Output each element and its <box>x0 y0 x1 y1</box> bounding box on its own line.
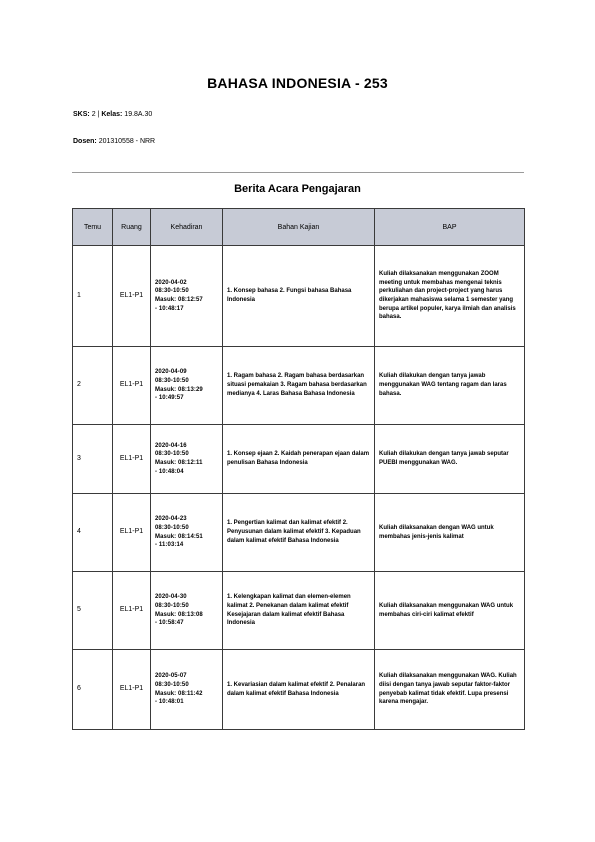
header-kehadiran: Kehadiran <box>151 209 223 246</box>
cell-kehadiran <box>151 246 223 347</box>
kelas-label: Kelas: <box>101 111 123 118</box>
kehadiran-keluar: - 10:48:04 <box>155 468 184 475</box>
kehadiran-time: 08:30-10:50 <box>155 524 189 531</box>
kehadiran-date: 2020-04-23 <box>155 516 187 523</box>
table-header-row <box>73 209 525 246</box>
cell-bap: Kuliah dilaksanakan menggunakan WAG. Kuliah diisi dengan tanya jawab seputar faktor-faktor penyebab kalimat tidak efektif. Lupa presensi karena mengajar. <box>375 650 525 730</box>
kehadiran-time: 08:30-10:50 <box>155 602 189 609</box>
kehadiran-keluar: - 10:58:47 <box>155 620 184 627</box>
cell-kehadiran <box>151 347 223 425</box>
cell-kehadiran <box>151 425 223 494</box>
table-row <box>73 494 525 572</box>
kehadiran-keluar: - 10:49:57 <box>155 395 184 402</box>
kehadiran-masuk: Masuk: 08:14:51 <box>155 533 203 540</box>
cell-ruang: EL1-P1 <box>113 425 151 494</box>
cell-temu: 4 <box>73 494 113 572</box>
header-bahan-kajian: Bahan Kajian <box>223 209 375 246</box>
cell-bahan-kajian: 1. Pengertian kalimat dan kalimat efektif 2. Penyusunan dalam kalimat efektif 3. Kepaduan dalam kalimat efektif Bahasa Indonesia <box>223 494 375 572</box>
cell-temu: 5 <box>73 572 113 650</box>
cell-bap: Kuliah dilaksanakan dengan WAG untuk membahas jenis-jenis kalimat <box>375 494 525 572</box>
header-temu: Temu <box>73 209 113 246</box>
cell-ruang: EL1-P1 <box>113 494 151 572</box>
kehadiran-time: 08:30-10:50 <box>155 451 189 458</box>
kehadiran-masuk: Masuk: 08:11:42 <box>155 690 203 697</box>
kehadiran-date: 2020-04-30 <box>155 594 187 601</box>
course-meta-dosen <box>73 138 155 145</box>
kehadiran-time: 08:30-10:50 <box>155 377 189 384</box>
table-row <box>73 246 525 347</box>
cell-bahan-kajian: 1. Konsep bahasa 2. Fungsi bahasa Bahasa Indonesia <box>223 246 375 347</box>
cell-temu: 3 <box>73 425 113 494</box>
cell-kehadiran <box>151 572 223 650</box>
cell-ruang: EL1-P1 <box>113 246 151 347</box>
dosen-label: Dosen: <box>73 138 97 145</box>
kehadiran-date: 2020-05-07 <box>155 673 187 680</box>
cell-ruang: EL1-P1 <box>113 650 151 730</box>
kehadiran-time: 08:30-10:50 <box>155 681 189 688</box>
cell-temu: 6 <box>73 650 113 730</box>
course-title: BAHASA INDONESIA - 253 <box>207 75 388 91</box>
kehadiran-keluar: - 10:48:17 <box>155 305 184 312</box>
table-row <box>73 347 525 425</box>
bap-table <box>72 208 525 730</box>
cell-bap: Kuliah dilaksanakan menggunakan ZOOM meeting untuk membahas mengenai teknis perkuliahan dan project-project yang harus dikerjakan mahasiswa selama 1 semester yang berupa artikel populer, karya ilmiah dan analisis bahasa. <box>375 246 525 347</box>
cell-kehadiran <box>151 650 223 730</box>
meta-separator: | <box>97 111 100 118</box>
divider <box>72 172 524 173</box>
cell-bahan-kajian: 1. Ragam bahasa 2. Ragam bahasa berdasarkan situasi pemakaian 3. Ragam bahasa berdasarkan medianya 4. Laras Bahasa Bahasa Indonesia <box>223 347 375 425</box>
kehadiran-date: 2020-04-09 <box>155 369 187 376</box>
cell-kehadiran <box>151 494 223 572</box>
cell-ruang: EL1-P1 <box>113 572 151 650</box>
kehadiran-date: 2020-04-16 <box>155 442 187 449</box>
sks-value: 2 <box>91 111 96 118</box>
cell-bap: Kuliah dilakukan dengan tanya jawab menggunakan WAG tentang ragam dan laras bahasa. <box>375 347 525 425</box>
course-meta-sks-kelas <box>73 111 152 118</box>
cell-temu: 2 <box>73 347 113 425</box>
cell-bahan-kajian: 1. Kelengkapan kalimat dan elemen-elemen kalimat 2. Penekanan dalam kalimat efektif Kesejajaran dalam kalimat efektif Bahasa Indonesia <box>223 572 375 650</box>
kehadiran-keluar: - 10:48:01 <box>155 699 184 706</box>
cell-bahan-kajian: 1. Konsep ejaan 2. Kaidah penerapan ejaan dalam penulisan Bahasa Indonesia <box>223 425 375 494</box>
kehadiran-keluar: - 11:03:14 <box>155 542 184 549</box>
cell-temu: 1 <box>73 246 113 347</box>
kehadiran-masuk: Masuk: 08:12:11 <box>155 460 203 466</box>
table-row <box>73 650 525 730</box>
kehadiran-time: 08:30-10:50 <box>155 288 189 295</box>
cell-bap: Kuliah dilaksanakan menggunakan WAG untuk membahas ciri-ciri kalimat efektif <box>375 572 525 650</box>
cell-ruang: EL1-P1 <box>113 347 151 425</box>
section-title: Berita Acara Pengajaran <box>234 183 361 195</box>
kehadiran-date: 2020-04-02 <box>155 279 187 286</box>
table-row <box>73 572 525 650</box>
header-bap: BAP <box>375 209 525 246</box>
cell-bap: Kuliah dilakukan dengan tanya jawab seputar PUEBI menggunakan WAG. <box>375 425 525 494</box>
kehadiran-masuk: Masuk: 08:12:57 <box>155 297 203 303</box>
cell-bahan-kajian: 1. Kevariasian dalam kalimat efektif 2. Penalaran dalam kalimat efektif Bahasa Indonesia <box>223 650 375 730</box>
table-row <box>73 425 525 494</box>
kehadiran-masuk: Masuk: 08:13:29 <box>155 386 203 393</box>
kelas-value: 19.8A.30 <box>124 111 153 118</box>
header-ruang: Ruang <box>113 209 151 246</box>
dosen-value: 201310558 - NRR <box>98 138 156 145</box>
sks-label: SKS: <box>73 111 90 118</box>
kehadiran-masuk: Masuk: 08:13:08 <box>155 611 203 618</box>
